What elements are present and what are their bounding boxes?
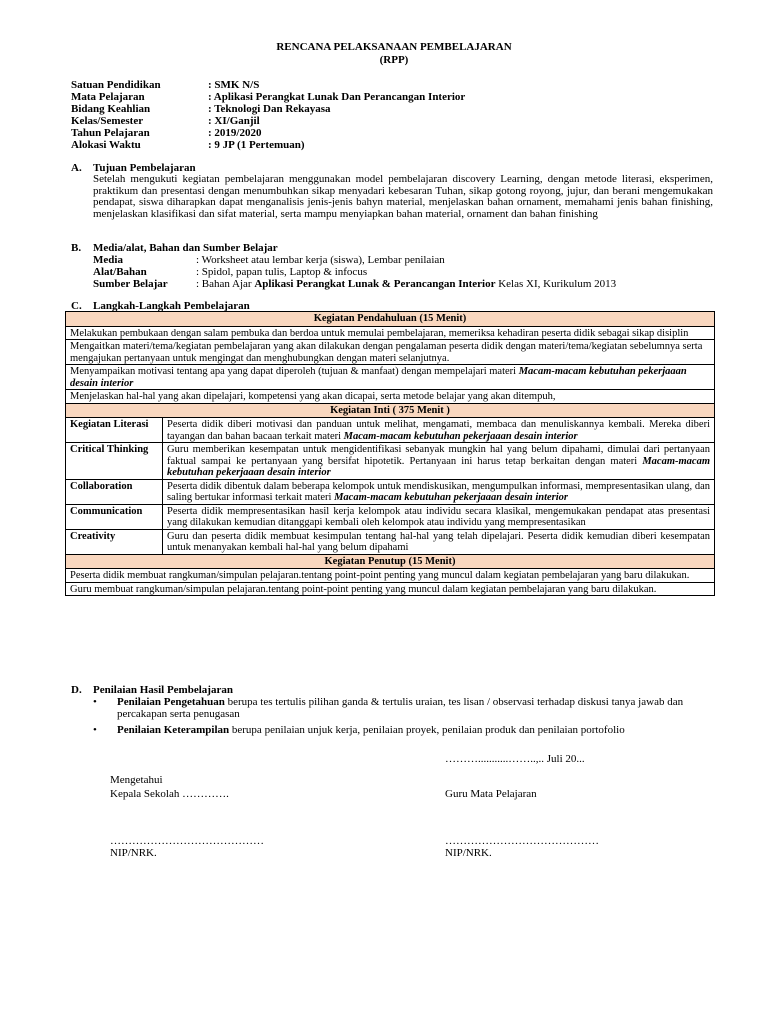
bullet-icon: • <box>93 724 97 736</box>
table-row <box>66 504 715 529</box>
cell-text: Peserta didik diberi motivasi dan panduan untuk melihat, mengamati, membaca dan menuliskannya kembali. Mereka diberi tayangan dan bahan bacaan terkait materi <box>167 419 710 442</box>
activity-text <box>163 479 715 504</box>
section-letter: B. <box>71 242 82 254</box>
list-item-text <box>117 696 713 720</box>
identity-row <box>71 103 331 115</box>
identity-label: Bidang Keahlian <box>71 103 151 115</box>
sumber-suffix: Kelas XI, Kurikulum 2013 <box>495 278 617 290</box>
activity-text: Guru dan peserta didik membuat kesimpulan tentang hal-hal yang telah dipelajari. Peserta didik kemudian diberi kesempatan untuk menanyakan kembali hal-hal yang belum dipahami <box>163 529 715 554</box>
media-value: : Worksheet atau lembar kerja (siswa), Lembar penilaian <box>196 254 445 266</box>
section-title: Langkah-Langkah Pembelajaran <box>93 300 250 312</box>
pendahuluan-header: Kegiatan Pendahuluan (15 Menit) <box>66 312 715 327</box>
table-cell: Menjelaskan hal-hal yang akan dipelajari, kompetensi yang akan dicapai, serta metode belajar yang akan ditempuh, <box>66 390 715 404</box>
identity-row <box>71 91 465 103</box>
bullet-icon: • <box>93 696 97 708</box>
identity-row <box>71 139 305 151</box>
document-subtitle: (RPP) <box>379 54 409 66</box>
cell-text: Menyampaikan motivasi tentang apa yang dapat diperoleh (tujuan & manfaat) dengan mempelajari materi <box>70 366 519 377</box>
identity-label: Kelas/Semester <box>71 115 144 127</box>
identity-label: Mata Pelajaran <box>71 91 145 103</box>
media-row <box>93 266 367 278</box>
principal-label: Kepala Sekolah …………. <box>110 788 229 800</box>
media-value <box>196 278 616 290</box>
table-row <box>66 340 715 365</box>
cell-emphasis: Macam-macam kebutuhan pekerjaaan desain interior <box>343 430 578 442</box>
principal-signature-line: …………………………………… <box>110 835 264 847</box>
activity-text: Peserta didik mempresentasikan hasil kerja kelompok atau individu secara klasikal, mengemukakan pendapat atas presentasi yang dilakukan kemudian ditanggapi kembali oleh kelompok atau individu yang mempresentasikan <box>163 504 715 529</box>
table-row <box>66 418 715 443</box>
identity-row <box>71 115 260 127</box>
cell-emphasis: Macam-macam kebutuhan pekerjaaan desain interior <box>334 492 569 503</box>
table-cell: Melakukan pembukaan dengan salam pembuka dan berdoa untuk memulai pembelajaran, memeriksa kehadiran peserta didik sebagai sikap disiplin <box>66 326 715 340</box>
activity-label: Creativity <box>66 529 163 554</box>
table-cell: Mengaitkan materi/tema/kegiatan pembelajaran yang akan dilakukan dengan pengalaman peserta didik dengan materi/tema/kegiatan sebelumnya serta mengajukan pertanyaan untuk mengingat dan menghubungkan dengan materi selanjutnya. <box>66 340 715 365</box>
identity-label: Tahun Pelajaran <box>71 127 150 139</box>
identity-label: Satuan Pendidikan <box>71 79 161 91</box>
table-row <box>66 479 715 504</box>
sumber-prefix: : Bahan Ajar <box>196 278 255 290</box>
table-row <box>66 582 715 596</box>
activity-label: Kegiatan Literasi <box>66 418 163 443</box>
media-row <box>93 278 616 290</box>
identity-value: : XI/Ganjil <box>208 115 260 127</box>
media-label: Media <box>93 254 123 266</box>
identity-value: : 9 JP (1 Pertemuan) <box>208 139 305 151</box>
penutup-header: Kegiatan Penutup (15 Menit) <box>66 554 715 569</box>
table-cell <box>66 365 715 390</box>
section-b-heading <box>71 242 278 254</box>
identity-value: : SMK N/S <box>208 79 260 91</box>
media-label: Alat/Bahan <box>93 266 147 278</box>
media-label: Sumber Belajar <box>93 278 168 290</box>
activity-text <box>163 418 715 443</box>
teacher-nip: NIP/NRK. <box>445 847 492 859</box>
assessment-title: Penilaian Pengetahuan <box>117 696 225 708</box>
cell-text: Peserta didik dibentuk dalam beberapa kelompok untuk mendiskusikan, mengumpulkan informasi, mempresentasikan ulang, dan saling bertukar informasi terkait materi <box>167 480 710 503</box>
activity-label: Critical Thinking <box>66 443 163 480</box>
table-row <box>66 529 715 554</box>
assessment-title: Penilaian Keterampilan <box>117 724 230 736</box>
table-row <box>66 390 715 404</box>
section-a-text: Setelah mengukuti kegiatan pembelajaran menggunakan model pembelajaran discovery Learning, dengan metode literasi, eksperimen, praktikum dan presentasi dengan menumbuhkan sikap menyadari kebesaran Tuhan, sikap gotong royong, jujur, dan berani mengemukakan pendapat, siswa diharapkan dapat menganalisis jenis-jenis bahyn material, menjelaskan bahan ornament, memahami jenis bahan finishing, menjelaskan klasifikasi dan sifat material, serta mampu menyiapkan bahan material, ornament dan bahan finishing <box>93 173 713 220</box>
activity-label: Collaboration <box>66 479 163 504</box>
activity-label: Communication <box>66 504 163 529</box>
document-title: RENCANA PELAKSANAAN PEMBELAJARAN <box>276 41 512 53</box>
principal-nip: NIP/NRK. <box>110 847 157 859</box>
table-cell: Peserta didik membuat rangkuman/simpulan pelajaran.tentang point-point penting yang muncul dalam kegiatan pembelajaran yang baru dilakukan. <box>66 569 715 583</box>
media-row <box>93 254 445 266</box>
section-letter: A. <box>71 162 82 174</box>
section-title: Media/alat, Bahan dan Sumber Belajar <box>93 242 278 254</box>
inti-header: Kegiatan Inti ( 375 Menit ) <box>66 403 715 418</box>
table-row <box>66 365 715 390</box>
learning-steps-table <box>65 311 715 596</box>
assessment-desc: berupa penilaian unjuk kerja, penilaian proyek, penilaian produk dan penilaian portofolio <box>229 724 625 736</box>
identity-value: : 2019/2020 <box>208 127 262 139</box>
cell-emphasis: Macam-macam kebutuhan pekerjaaan desain interior <box>167 455 710 478</box>
section-d-heading <box>71 684 233 696</box>
table-row <box>66 443 715 480</box>
table-row <box>66 569 715 583</box>
identity-label: Alokasi Waktu <box>71 139 141 151</box>
table-row <box>66 326 715 340</box>
identity-value: : Teknologi Dan Rekayasa <box>208 103 331 115</box>
cell-text: Guru memberikan kesempatan untuk mengidentifikasi sebanyak mungkin hal yang belum dipahami, dimulai dari pertanyaan faktual sampai ke pertanyaan yang bersifat hipotetik. Pertanyaan ini harus tetap berkaitan dengan materi <box>167 444 710 467</box>
assessment-desc: berupa tes tertulis pilihan ganda & tertulis uraian, tes lisan / observasi terhadap diskusi tanya jawab dan percakapan serta penugasan <box>117 696 684 720</box>
identity-row <box>71 127 261 139</box>
identity-value: : Aplikasi Perangkat Lunak Dan Perancangan Interior <box>208 91 466 103</box>
assessment-list <box>93 696 713 740</box>
cell-emphasis: Macam-macam kebutuhan pekerjaaan desain interior <box>70 366 687 389</box>
teacher-label: Guru Mata Pelajaran <box>445 788 537 800</box>
table-band-row <box>66 554 715 569</box>
identity-row <box>71 79 259 91</box>
section-title: Tujuan Pembelajaran <box>93 162 196 174</box>
section-letter: C. <box>71 300 82 312</box>
table-band-row <box>66 312 715 327</box>
teacher-signature-line: …………………………………… <box>445 835 599 847</box>
activity-text <box>163 443 715 480</box>
section-title: Penilaian Hasil Pembelajaran <box>93 684 233 696</box>
signature-knowing: Mengetahui <box>110 774 163 786</box>
section-letter: D. <box>71 684 82 696</box>
table-cell: Guru membuat rangkuman/simpulan pelajaran.tentang point-point penting yang muncul dalam kegiatan pembelajaran yang baru dilakukan. <box>66 582 715 596</box>
sumber-title: Aplikasi Perangkat Lunak & Perancangan Interior <box>254 278 496 290</box>
signature-date: ………...........……..,.. Juli 20... <box>445 753 585 765</box>
list-item-text <box>117 724 713 736</box>
list-item <box>93 724 713 736</box>
table-band-row <box>66 403 715 418</box>
media-value: : Spidol, papan tulis, Laptop & infocus <box>196 266 368 278</box>
list-item <box>93 696 713 720</box>
